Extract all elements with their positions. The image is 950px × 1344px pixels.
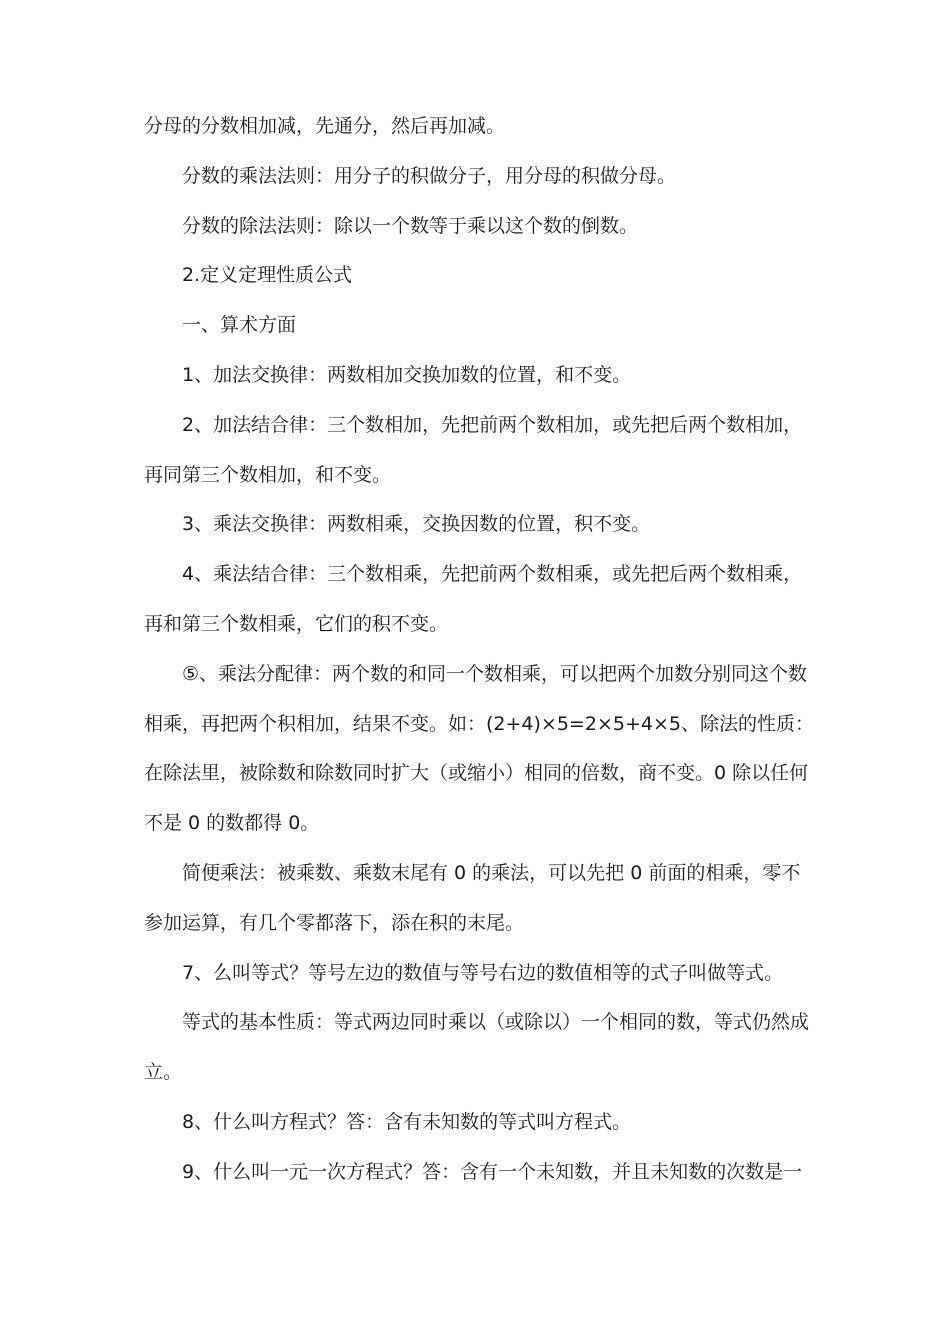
text-line: 2、加法结合律：三个数相加，先把前两个数相加，或先把后两个数相加， <box>182 413 803 436</box>
text-line: 等式的基本性质：等式两边同时乘以（或除以）一个相同的数，等式仍然成 <box>182 1011 810 1034</box>
text-line: 再同第三个数相加，和不变。 <box>144 463 392 486</box>
text-line: 7、么叫等式？等号左边的数值与等号右边的数值相等的式子叫做等式。 <box>182 961 784 984</box>
text-line: 相乘，再把两个积相加，结果不变。如：(2+4)×5=2×5+4×5、除法的性质： <box>144 712 814 735</box>
text-line: 参加运算，有几个零都落下，添在积的末尾。 <box>144 911 525 934</box>
text-line: 分母的分数相加减，先通分，然后再加减。 <box>144 115 506 137</box>
text-line: 再和第三个数相乘，它们的积不变。 <box>144 612 449 635</box>
text-line: 3、乘法交换律：两数相乘，交换因数的位置，积不变。 <box>182 513 651 536</box>
text-line: ⑤、乘法分配律：两个数的和同一个数相乘，可以把两个加数分别同这个数 <box>182 662 808 685</box>
text-line: 分数的乘法法则：用分子的积做分子，用分母的积做分母。 <box>182 164 677 187</box>
text-line: 9、什么叫一元一次方程式？答：含有一个未知数，并且未知数的次数是一 <box>182 1160 803 1183</box>
text-line: 简便乘法：被乘数、乘数末尾有 0 的乘法，可以先把 0 前面的相乘，零不 <box>182 861 801 884</box>
text-line: 在除法里，被除数和除数同时扩大（或缩小）相同的倍数，商不变。0 除以任何 <box>144 762 809 785</box>
document-body <box>144 102 819 1198</box>
text-line: 1、加法交换律：两数相加交换加数的位置，和不变。 <box>182 363 632 386</box>
section-heading: 2.定义定理性质公式 <box>182 264 353 287</box>
text-line: 8、什么叫方程式？答：含有未知数的等式叫方程式。 <box>182 1110 632 1133</box>
text-line: 不是 0 的数都得 0。 <box>144 812 320 835</box>
text-line: 立。 <box>144 1061 183 1084</box>
subsection-heading: 一、算术方面 <box>182 314 297 337</box>
text-line: 分数的除法法则：除以一个数等于乘以这个数的倒数。 <box>182 214 639 237</box>
text-line: 4、乘法结合律：三个数相乘，先把前两个数相乘，或先把后两个数相乘， <box>182 563 803 586</box>
